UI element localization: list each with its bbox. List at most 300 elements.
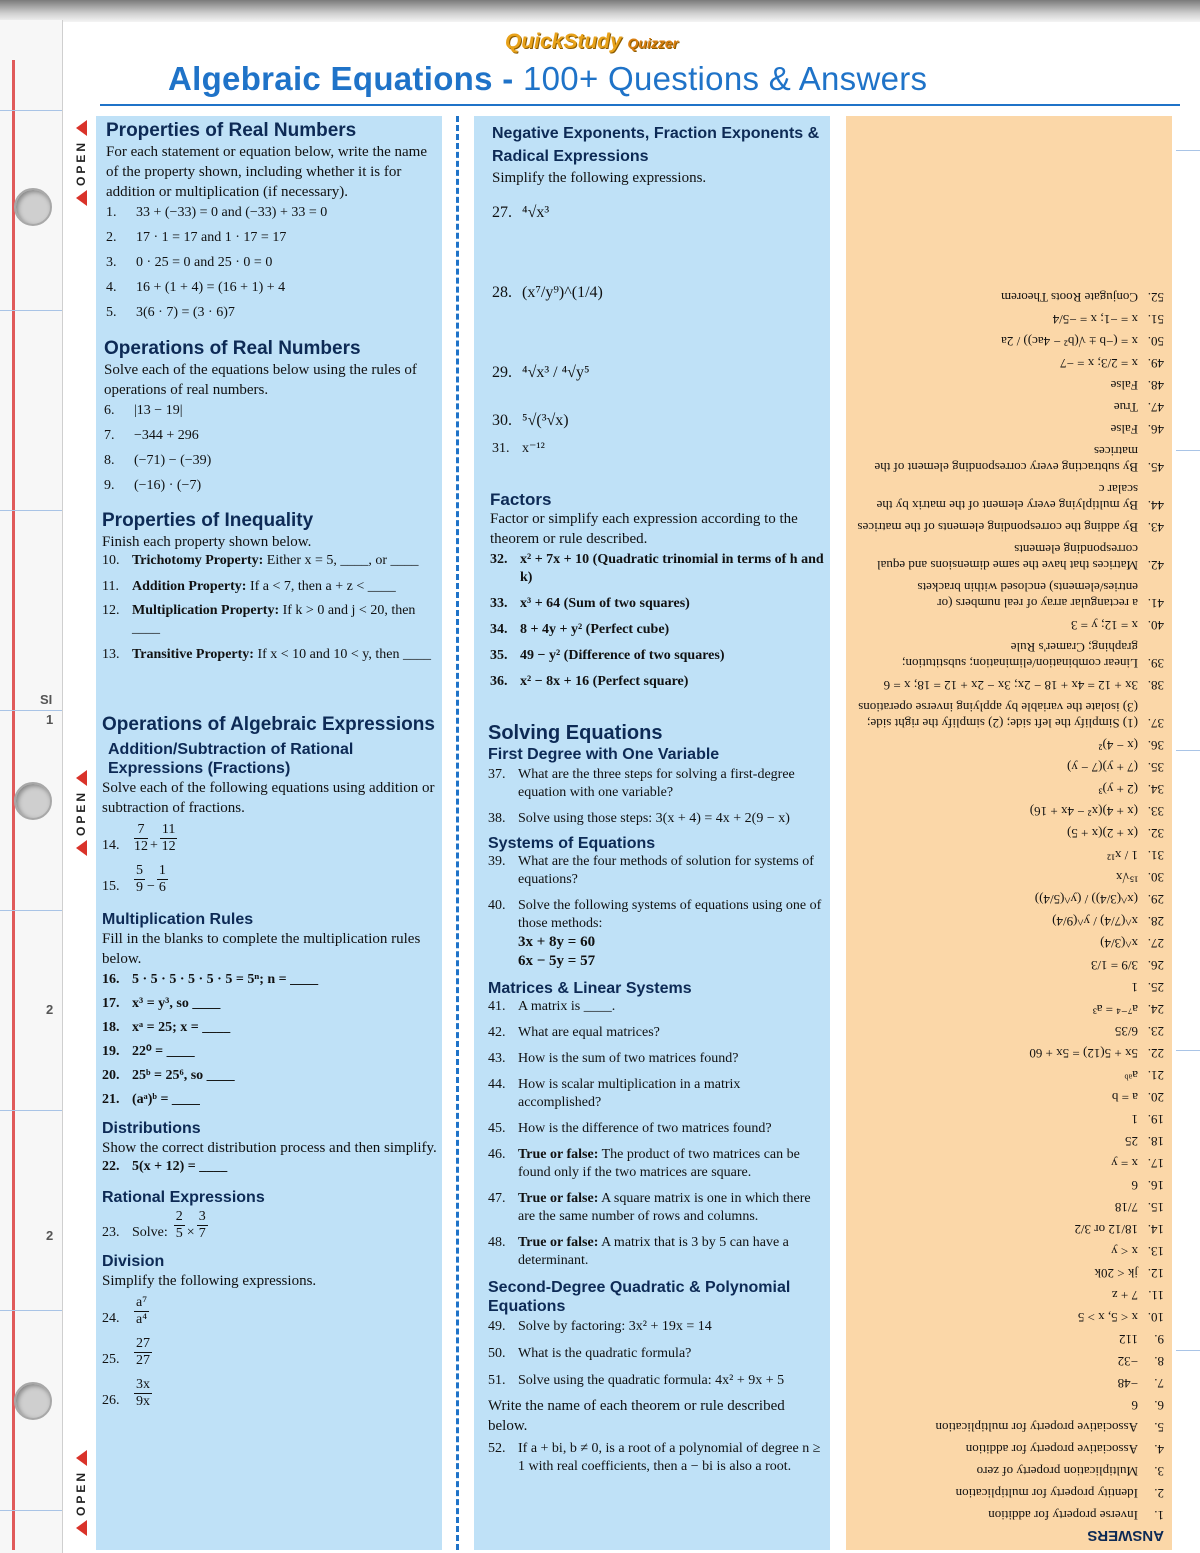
- answer-text: False: [1110, 422, 1138, 437]
- question-number: 40.: [488, 898, 506, 913]
- answer-row: [856, 737, 1164, 753]
- answer-text: Associative property for multiplication: [935, 1420, 1138, 1435]
- question-number: 24.: [102, 1311, 120, 1326]
- question-text: 8 + 4y + y² (Perfect cube): [520, 622, 670, 637]
- question: [488, 1318, 826, 1336]
- answer-number: 19.: [1147, 1112, 1164, 1127]
- margin-mark: 1: [46, 712, 54, 727]
- question: [102, 1336, 438, 1369]
- question-number: 12.: [102, 603, 120, 618]
- answer-row: [856, 519, 1164, 535]
- answer-text: −32: [1117, 1354, 1138, 1369]
- answer-number: 32.: [1147, 826, 1164, 841]
- question: [102, 863, 438, 896]
- question: [102, 1295, 438, 1328]
- answer-row: [856, 443, 1164, 475]
- question: [102, 1158, 438, 1176]
- question-text: 16 + (1 + 4) = (16 + 1) + 4: [136, 280, 286, 295]
- section-intro: Solve each of the equations below using the rules of operations of real numbers.: [104, 362, 417, 398]
- denominator: 7: [198, 1226, 206, 1241]
- answer-text: x < y: [1111, 1244, 1138, 1259]
- question-number: 1.: [106, 205, 117, 220]
- question: [106, 229, 436, 247]
- answer-number: 52.: [1147, 290, 1164, 305]
- answer-row: [856, 781, 1164, 797]
- question: [492, 440, 822, 458]
- title-sub: 100+ Questions & Answers: [523, 60, 928, 97]
- answer-rows: [856, 289, 1164, 1523]
- question: [492, 412, 822, 430]
- answer-row: [856, 399, 1164, 415]
- answer-row: [856, 891, 1164, 907]
- question: [490, 595, 826, 613]
- answer-row: [856, 957, 1164, 973]
- question-text: x² + 7x + 10 (Quadratic trinomial in terms of h and k): [520, 552, 824, 585]
- question-text: 22⁰ = ____: [132, 1044, 195, 1059]
- answer-text: True: [1113, 400, 1138, 415]
- answer-row: [856, 935, 1164, 951]
- question-number: 33.: [490, 596, 508, 611]
- title-main: Algebraic Equations: [168, 60, 493, 97]
- arrow-left-icon: [76, 1450, 87, 1466]
- question: [490, 551, 826, 587]
- answer-text: x^(3/4): [1100, 936, 1138, 951]
- open-tab: [68, 770, 94, 856]
- question: [106, 204, 436, 222]
- answer-number: 8.: [1154, 1354, 1164, 1369]
- answer-text: aᵃᵇ: [1124, 1068, 1138, 1083]
- answer-text: (2 + y)³: [1098, 782, 1138, 797]
- answer-text: 1 / x¹²: [1107, 848, 1138, 863]
- question-number: 22.: [102, 1159, 120, 1174]
- binder-hole: [14, 188, 52, 226]
- question-text: How is scalar multiplication in a matrix accomplished?: [518, 1077, 741, 1110]
- question: [106, 279, 436, 297]
- question-number: 38.: [488, 811, 506, 826]
- answer-row: [856, 1177, 1164, 1193]
- fraction: [134, 822, 148, 855]
- answer-number: 47.: [1147, 400, 1164, 415]
- question-number: 5.: [106, 305, 117, 320]
- answer-text: 1: [1131, 980, 1138, 995]
- answer-row: [856, 355, 1164, 371]
- answer-row: [856, 333, 1164, 349]
- margin-mark: 2: [46, 1002, 54, 1017]
- subsection-heading: Matrices & Linear Systems: [488, 980, 692, 997]
- section-intro: Fill in the blanks to complete the multiplication rules below.: [102, 931, 421, 967]
- section-properties-inequality: [102, 510, 436, 664]
- open-label: OPEN: [74, 790, 88, 837]
- arrow-left-icon: [76, 770, 87, 786]
- numerator: 11: [161, 822, 176, 837]
- question-number: 29.: [492, 364, 512, 381]
- answer-number: 43.: [1147, 520, 1164, 535]
- answer-row: [856, 1309, 1164, 1325]
- section-heading: Factors: [490, 490, 552, 509]
- answer-text: 25: [1125, 1134, 1138, 1149]
- answer-row: [856, 1397, 1164, 1413]
- open-tab: [68, 120, 94, 206]
- answer-text: a rectangular array of real numbers (or entries/elements) enclosed within brackets: [917, 580, 1138, 611]
- binder-hole: [14, 782, 52, 820]
- answer-number: 38.: [1147, 678, 1164, 693]
- title-separator: -: [492, 60, 523, 97]
- answer-row: [856, 825, 1164, 841]
- answer-number: 41.: [1147, 596, 1164, 611]
- arrow-left-icon: [76, 1520, 87, 1536]
- section-solving-equations: [488, 722, 826, 1476]
- section-intro: Show the correct distribution process and then simplify.: [102, 1140, 437, 1156]
- answer-row: [856, 1265, 1164, 1281]
- numerator: 5: [136, 863, 143, 878]
- answer-text: By subtracting every corresponding element of the matrices: [874, 444, 1138, 475]
- question: [490, 673, 826, 691]
- answer-row: [856, 289, 1164, 305]
- ruled-line: [0, 510, 62, 511]
- answer-row: [856, 1199, 1164, 1215]
- answer-number: 49.: [1147, 356, 1164, 371]
- arrow-left-icon: [76, 190, 87, 206]
- answer-number: 35.: [1147, 760, 1164, 775]
- ruled-line: [0, 1110, 62, 1111]
- answer-row: [856, 1287, 1164, 1303]
- answers-rotated: [850, 118, 1168, 1548]
- open-label: OPEN: [74, 140, 88, 187]
- answer-text: Identity property for multiplication: [955, 1486, 1138, 1501]
- answer-number: 5.: [1154, 1420, 1164, 1435]
- answer-number: 11.: [1148, 1288, 1164, 1303]
- question-number: 27.: [492, 204, 512, 221]
- question-number: 45.: [488, 1121, 506, 1136]
- question: [102, 1067, 438, 1085]
- answer-row: [856, 1155, 1164, 1171]
- fraction: [174, 1209, 185, 1242]
- denominator: 12: [134, 839, 148, 854]
- question-number: 6.: [104, 403, 115, 418]
- answer-row: [856, 699, 1164, 731]
- fraction: [134, 1295, 149, 1328]
- answer-row: [856, 1353, 1164, 1369]
- operator: ×: [186, 1225, 195, 1240]
- question-number: 47.: [488, 1191, 506, 1206]
- question-text: What is the quadratic formula?: [518, 1346, 692, 1361]
- answer-text: Linear combination/elimination; substitution; graphing; Cramer's Rule: [901, 640, 1138, 671]
- answer-number: 25.: [1147, 980, 1164, 995]
- answer-text: Inverse property for addition: [988, 1508, 1138, 1523]
- answer-text: (x − 4)²: [1098, 738, 1138, 753]
- answers-list: [856, 283, 1164, 1544]
- question-prefix: True or false:: [518, 1235, 599, 1250]
- question-text: Solve by factoring: 3x² + 19x = 14: [518, 1319, 712, 1334]
- question-number: 50.: [488, 1346, 506, 1361]
- section-intro: Simplify the following expressions.: [492, 170, 707, 186]
- question-number: 52.: [488, 1441, 506, 1456]
- answer-number: 46.: [1147, 422, 1164, 437]
- question-text: What are the three steps for solving a first-degree equation with one variable?: [518, 767, 795, 800]
- numerator: 27: [136, 1336, 150, 1351]
- answer-row: [856, 1507, 1164, 1523]
- answer-number: 14.: [1147, 1222, 1164, 1237]
- question: [102, 646, 436, 664]
- column-divider: [456, 116, 459, 1550]
- answer-number: 26.: [1147, 958, 1164, 973]
- question: [102, 1377, 438, 1410]
- section-factors: [490, 490, 826, 691]
- section-heading: Solving Equations: [488, 722, 663, 744]
- answer-text: x^(7/4) / y^(9/4): [1052, 914, 1138, 929]
- answer-number: 42.: [1147, 558, 1164, 573]
- denominator: 9x: [136, 1394, 150, 1409]
- numerator: 1: [158, 863, 166, 878]
- answer-text: (1) Simplify the left side; (2) simplify the right side; (3) isolate the variable by applying inverse operations: [858, 700, 1138, 731]
- answer-row: [856, 979, 1164, 995]
- subsection-heading: Addition/Subtraction of Rational Expressions (Fractions): [108, 741, 354, 777]
- numerator: 3: [198, 1209, 206, 1224]
- question: [488, 1372, 826, 1390]
- ruled-line: [0, 1510, 62, 1511]
- arrow-left-icon: [76, 120, 87, 136]
- question: [488, 853, 826, 889]
- answer-number: 44.: [1147, 498, 1164, 513]
- question-text: ⁴√x³: [522, 204, 550, 221]
- ruled-line: [0, 310, 62, 311]
- question-text: xᵃ = 25; x = ____: [132, 1020, 231, 1035]
- question-text: If a < 7, then a + z < ____: [246, 579, 396, 594]
- property-name: Multiplication Property:: [132, 603, 280, 618]
- question-number: 23.: [102, 1225, 120, 1240]
- question-text: (x⁷/y⁹)^(1/4): [522, 284, 603, 301]
- fraction: [197, 1209, 208, 1242]
- question-number: 49.: [488, 1319, 506, 1334]
- question-number: 9.: [104, 478, 115, 493]
- answer-row: [856, 639, 1164, 671]
- question: [488, 1076, 826, 1112]
- question: [102, 578, 436, 596]
- question: [490, 621, 826, 639]
- question: [488, 1234, 826, 1270]
- question-number: 41.: [488, 999, 506, 1014]
- section-operations-real: [104, 338, 434, 495]
- section-intro: For each statement or equation below, write the name of the property shown, including whether it is for addition or multiplication (if necessary).: [106, 144, 427, 200]
- ruled-line: [1176, 150, 1200, 151]
- question-number: 26.: [102, 1393, 120, 1408]
- answer-number: 6.: [1154, 1398, 1164, 1413]
- question-number: 7.: [104, 428, 115, 443]
- answer-row: [856, 1485, 1164, 1501]
- section-heading: Negative Exponents, Fraction Exponents & Radical Expressions: [492, 125, 820, 165]
- question: [488, 766, 826, 802]
- question: [102, 1209, 438, 1242]
- answer-row: [856, 421, 1164, 437]
- answer-number: 15.: [1147, 1200, 1164, 1215]
- margin-mark: SI: [40, 692, 53, 707]
- question-text: x³ = y³, so ____: [132, 996, 221, 1011]
- question-number: 8.: [104, 453, 115, 468]
- fraction: [134, 1377, 152, 1410]
- question-prefix: True or false:: [518, 1191, 599, 1206]
- answer-number: 40.: [1147, 618, 1164, 633]
- answer-number: 20.: [1147, 1090, 1164, 1105]
- question-text: x³ + 64 (Sum of two squares): [520, 596, 690, 611]
- section-heading: Properties of Real Numbers: [106, 120, 357, 141]
- question-number: 18.: [102, 1020, 120, 1035]
- answer-number: 16.: [1147, 1178, 1164, 1193]
- answer-number: 45.: [1147, 460, 1164, 475]
- question-number: 11.: [102, 579, 119, 594]
- question-number: 43.: [488, 1051, 506, 1066]
- answer-number: 1.: [1154, 1508, 1164, 1523]
- question-number: 44.: [488, 1077, 506, 1092]
- question-text: x² − 8x + 16 (Perfect square): [520, 674, 689, 689]
- question-number: 42.: [488, 1025, 506, 1040]
- question-number: 17.: [102, 996, 120, 1011]
- question-text: 5(x + 12) = ____: [132, 1159, 228, 1174]
- answer-text: x = y: [1111, 1156, 1138, 1171]
- answer-number: 21.: [1147, 1068, 1164, 1083]
- question-number: 28.: [492, 284, 512, 301]
- question-number: 39.: [488, 854, 506, 869]
- section-intro: Simplify the following expressions.: [102, 1273, 317, 1289]
- question-text: If a + bi, b ≠ 0, is a root of a polynomial of degree n ≥ 1 with real coefficients, then a − bi is also a root.: [518, 1441, 821, 1474]
- answer-number: 22.: [1147, 1046, 1164, 1061]
- subsection-heading: First Degree with One Variable: [488, 746, 720, 763]
- operator: −: [147, 879, 155, 894]
- title-rule: [100, 104, 1180, 106]
- answer-row: [856, 541, 1164, 573]
- answer-row: [856, 1441, 1164, 1457]
- answer-number: 37.: [1147, 716, 1164, 731]
- answer-row: [856, 913, 1164, 929]
- question-number: 3.: [106, 255, 117, 270]
- question-number: 14.: [102, 838, 120, 853]
- operator: +: [150, 838, 158, 853]
- answer-row: [856, 1001, 1164, 1017]
- question-text: 0 · 25 = 0 and 25 · 0 = 0: [136, 255, 273, 270]
- answer-number: 10.: [1147, 1310, 1164, 1325]
- question-text: (aᵃ)ᵇ = ____: [132, 1092, 200, 1107]
- question-text: How is the difference of two matrices found?: [518, 1121, 772, 1136]
- ruled-line: [0, 710, 62, 711]
- answer-text: ¹⁵√x: [1115, 870, 1138, 885]
- subsection-heading: Division: [102, 1253, 165, 1270]
- arrow-left-icon: [76, 840, 87, 856]
- column-1: [96, 116, 442, 1550]
- equation: 3x + 8y = 60: [518, 934, 596, 950]
- answer-text: 6: [1131, 1178, 1138, 1193]
- section-heading: Properties of Inequality: [102, 510, 314, 531]
- question-number: 31.: [492, 441, 510, 456]
- question: [488, 1440, 826, 1476]
- question-prefix: True or false:: [518, 1147, 599, 1162]
- answer-text: Associative property for addition: [965, 1442, 1138, 1457]
- answer-row: [856, 1419, 1164, 1435]
- section-heading: Operations of Algebraic Expressions: [102, 714, 435, 735]
- answer-number: 50.: [1147, 334, 1164, 349]
- subsection-heading: Systems of Equations: [488, 835, 656, 852]
- question-text: A matrix is ____.: [518, 999, 616, 1014]
- answer-text: By adding the corresponding elements of the matrices: [857, 520, 1138, 535]
- question: [488, 998, 826, 1016]
- answer-text: Conjugate Roots Theorem: [1001, 290, 1138, 305]
- answer-text: (x^(3/4)) / (y^(5/4)): [1034, 892, 1138, 907]
- ruled-line: [1176, 1350, 1200, 1351]
- question: [488, 897, 826, 933]
- ruled-line: [0, 1310, 62, 1311]
- denominator: 5: [175, 1226, 183, 1241]
- answer-text: 112: [1118, 1332, 1138, 1347]
- answer-text: −48: [1117, 1376, 1138, 1391]
- question-text: A matrix that is 3 by 5 can have a determinant.: [518, 1235, 789, 1268]
- denominator: 9: [136, 880, 143, 895]
- answer-row: [856, 1243, 1164, 1259]
- answer-text: x = 12; y = 3: [1070, 618, 1138, 633]
- open-tab: [68, 1450, 94, 1536]
- fraction: [134, 863, 145, 896]
- question: [104, 477, 434, 495]
- answer-text: By multiplying every element of the matrix by the scalar c: [876, 482, 1138, 513]
- question-number: 35.: [490, 648, 508, 663]
- answer-text: 3x + 12 = 4x + 18 − 2x; 3x − 2x + 12 = 18; x = 6: [883, 678, 1138, 693]
- question-number: 46.: [488, 1147, 506, 1162]
- question-number: 21.: [102, 1092, 120, 1107]
- answer-number: 33.: [1147, 804, 1164, 819]
- numerator: a⁷: [136, 1295, 148, 1310]
- section-intro: Solve each of the following equations using addition or subtraction of fractions.: [102, 780, 435, 816]
- answer-number: 9.: [1154, 1332, 1164, 1347]
- question-text: 17 · 1 = 17 and 1 · 17 = 17: [136, 230, 287, 245]
- denominator: 27: [136, 1353, 150, 1368]
- answer-text: 6: [1131, 1398, 1138, 1413]
- answer-number: 3.: [1154, 1464, 1164, 1479]
- answer-number: 2.: [1154, 1486, 1164, 1501]
- question: [102, 971, 438, 989]
- question-number: 19.: [102, 1044, 120, 1059]
- question: [102, 822, 438, 855]
- question: [492, 204, 822, 222]
- answer-text: 1: [1131, 1112, 1138, 1127]
- fraction: [134, 1336, 152, 1369]
- answer-number: 12.: [1147, 1266, 1164, 1281]
- answer-number: 36.: [1147, 738, 1164, 753]
- question-number: 34.: [490, 622, 508, 637]
- answer-row: [856, 1463, 1164, 1479]
- question-text: 49 − y² (Difference of two squares): [520, 648, 725, 663]
- answer-number: 13.: [1147, 1244, 1164, 1259]
- question-number: 32.: [490, 552, 508, 567]
- answer-number: 28.: [1147, 914, 1164, 929]
- margin-mark: 2: [46, 1228, 54, 1243]
- question: [104, 427, 434, 445]
- question: [488, 1024, 826, 1042]
- question-text: 3(6 · 7) = (3 · 6)7: [136, 305, 235, 320]
- answer-number: 39.: [1147, 656, 1164, 671]
- question-text: Solve:: [132, 1225, 168, 1240]
- section-operations-algebraic: [102, 712, 438, 1410]
- question-text: If x < 10 and 10 < y, then ____: [253, 647, 431, 662]
- subsection-heading: Distributions: [102, 1120, 201, 1137]
- question-text: |13 − 19|: [134, 403, 183, 418]
- ruled-line: [1176, 450, 1200, 451]
- answer-row: [856, 617, 1164, 633]
- answer-text: x < 5, x > 5: [1077, 1310, 1138, 1325]
- open-label: OPEN: [74, 1470, 88, 1517]
- question: [102, 1019, 438, 1037]
- question-text: ⁴√x³ / ⁴√y⁵: [522, 364, 590, 381]
- question-number: 4.: [106, 280, 117, 295]
- question: [488, 1345, 826, 1363]
- section-intro: Write the name of each theorem or rule described below.: [488, 1398, 785, 1434]
- answer-text: x = (−b ± √(b² − 4ac)) / 2a: [1001, 334, 1138, 349]
